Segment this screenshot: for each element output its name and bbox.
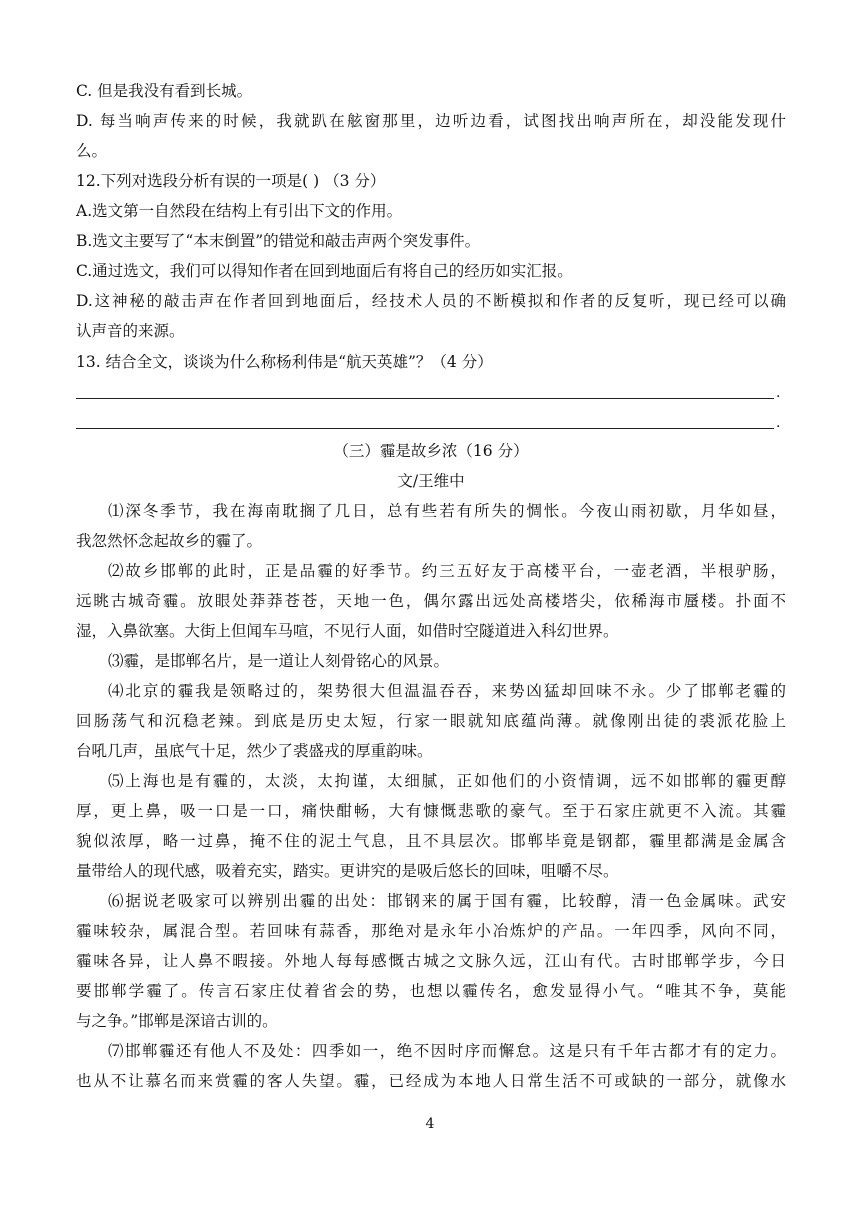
q12-stem: 12.下列对选段分析有误的一项是( ) （3 分）: [76, 172, 386, 190]
answer-line-1-end-mark: .: [776, 385, 781, 401]
paragraph-5-line-2: 厚，更上鼻，吸一口是一口，痛快酣畅，大有慷慨悲歌的豪气。至于石家庄就更不入流。其霾: [76, 802, 786, 820]
paragraph-4-line-2: 回肠荡气和沉稳老辣。到底是历史太短，行家一眼就知底蕴尚薄。就像刚出徒的裘派花脸上: [76, 712, 786, 730]
paragraph-5-line-1: ⑸上海也是有霾的，太淡，太拘谨，太细腻，正如他们的小资情调，远不如邯郸的霾更醇: [108, 772, 786, 790]
paragraph-3-line-1: ⑶霾，是邯郸名片，是一道让人刻骨铭心的风景。: [108, 652, 450, 670]
paragraph-2-line-3: 湿，入鼻欲塞。大街上但闻车马喧，不见行人面，如借时空隧道进入科幻世界。: [76, 622, 619, 640]
q12-option-b: B.选文主要写了“本末倒置”的错觉和敲击声两个突发事件。: [76, 232, 481, 250]
page-number: 4: [425, 1116, 435, 1132]
paragraph-7-line-2: 也从不让慕名而来赏霾的客人失望。霾，已经成为本地人日常生活不可或缺的一部分，就像水: [76, 1072, 786, 1090]
section-title: （三）霾是故乡浓（16 分）: [333, 442, 529, 460]
paragraph-4-line-1: ⑷北京的霾我是领略过的，架势很大但温温吞吞，来势凶猛却回味不永。少了邯郸老霾的: [108, 682, 786, 700]
paragraph-6-line-5: 与之争。”邯郸是深谙古训的。: [76, 1012, 278, 1030]
paragraph-1-line-2: 我忽然怀念起故乡的霾了。: [76, 532, 263, 550]
answer-line-2-end-mark: .: [776, 415, 781, 431]
paragraph-6-line-1: ⑹据说老吸家可以辨别出霾的出处：邯钢来的属于国有霾，比较醇，清一色金属味。武安: [108, 892, 786, 910]
q12-option-c: C.通过选文，我们可以得知作者在回到地面后有将自己的经历如实汇报。: [76, 262, 573, 280]
q11-option-d-line2: 么。: [76, 142, 108, 160]
q12-option-a: A.选文第一自然段在结构上有引出下文的作用。: [76, 202, 403, 220]
paragraph-6-line-3: 霾味各异，让人鼻不暇接。外地人每每感慨古城之文脉久远，江山有代。古时邯郸学步，今日: [76, 952, 786, 970]
q12-option-d-line1: D.这神秘的敲击声在作者回到地面后，经技术人员的不断模拟和作者的反复听，现已经可以确: [76, 292, 786, 310]
paragraph-2-line-1: ⑵故乡邯郸的此时，正是品霾的好季节。约三五好友于高楼平台，一壶老酒，半根驴肠，: [108, 562, 786, 580]
paragraph-1-line-1: ⑴深冬季节，我在海南耽搁了几日，总有些若有所失的惆怅。今夜山雨初歇，月华如昼，: [108, 502, 786, 520]
paragraph-5-line-3: 貌似浓厚，略一过鼻，掩不住的泥土气息，且不具层次。邯郸毕竟是钢都，霾里都满是金属含: [76, 832, 786, 850]
paragraph-4-line-3: 台吼几声，虽底气十足，然少了裘盛戎的厚重韵味。: [76, 742, 433, 760]
paragraph-2-line-2: 远眺古城奇霾。放眼处莽莽苍苍，天地一色，偶尔露出远处高楼塔尖，依稀海市蜃楼。扑面不: [76, 592, 786, 610]
q11-option-d-line1: D. 每当响声传来的时候，我就趴在舷窗那里，边听边看，试图找出响声所在，却没能发现什: [76, 112, 786, 130]
answer-line-1[interactable]: [76, 398, 774, 399]
paragraph-5-line-4: 量带给人的现代感，吸着充实，踏实。更讲究的是吸后悠长的回味，咀嚼不尽。: [76, 862, 619, 880]
q13-stem: 13. 结合全文，谈谈为什么称杨利伟是“航天英雄”？（4 分）: [76, 353, 493, 371]
paragraph-6-line-4: 要邯郸学霾了。传言石家庄仗着省会的势，也想以霾传名，愈发显得小气。“唯其不争，莫能: [76, 982, 786, 1000]
section-author: 文/王维中: [397, 472, 465, 490]
paragraph-6-line-2: 霾味较杂，属混合型。若回味有蒜香，那绝对是永年小冶炼炉的产品。一年四季，风向不同，: [76, 922, 786, 940]
answer-line-2[interactable]: [76, 428, 774, 429]
q12-option-d-line2: 认声音的来源。: [76, 322, 185, 340]
paragraph-7-line-1: ⑺邯郸霾还有他人不及处：四季如一，绝不因时序而懈怠。这是只有千年古都才有的定力。: [108, 1042, 786, 1060]
q11-option-c: C. 但是我没有看到长城。: [76, 82, 253, 100]
